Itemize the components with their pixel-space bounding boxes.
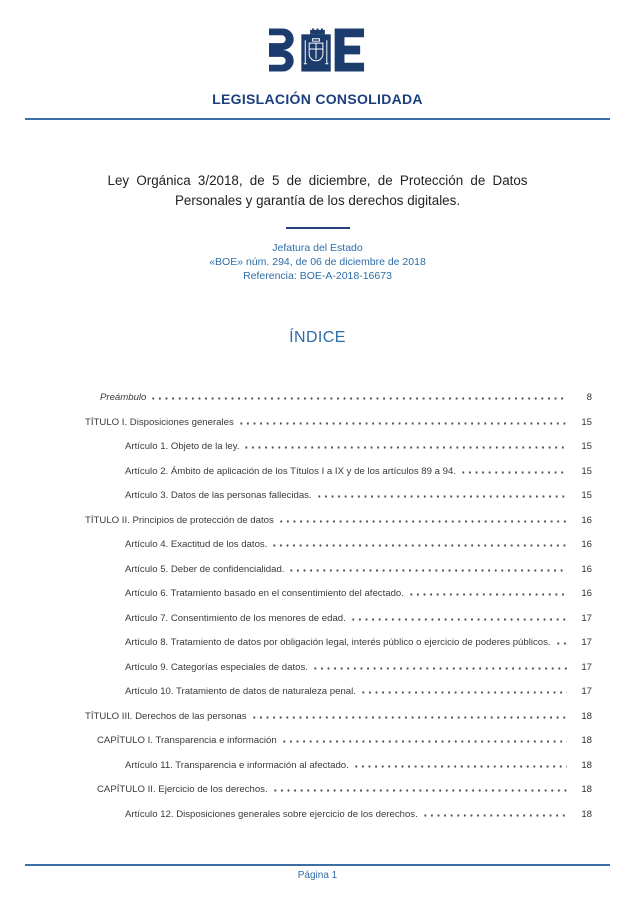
toc-leader-dots: [316, 495, 567, 498]
toc-entry-label: TÍTULO III. Derechos de las personas: [85, 710, 247, 722]
issuing-body: Jefatura del Estado: [272, 242, 363, 254]
toc-entry: [85, 613, 592, 638]
toc-leader-dots: [238, 422, 567, 425]
toc-entry: [85, 539, 592, 564]
toc-entry: [85, 564, 592, 589]
toc-leader-dots: [251, 716, 567, 719]
toc-entry-page: 18: [581, 759, 592, 771]
toc-entry-page: 16: [581, 514, 592, 526]
page-number-label: Página 1: [297, 870, 338, 881]
toc-leader-dots: [272, 789, 567, 792]
toc-entry-page: 17: [581, 612, 592, 624]
toc-leader-dots: [350, 618, 567, 621]
toc-entry-label: Artículo 3. Datos de las personas fallecidas.: [125, 490, 312, 501]
toc-entry-page: 15: [581, 465, 592, 477]
toc-entry-page: 18: [581, 784, 592, 795]
toc-leader-dots: [408, 593, 567, 596]
toc-entry-label: Artículo 6. Tratamiento basado en el consentimiento del afectado.: [125, 588, 404, 599]
toc-entry-label: Artículo 5. Deber de confidencialidad.: [125, 563, 285, 575]
index-heading: ÍNDICE: [289, 329, 346, 346]
toc-entry-label: Artículo 11. Transparencia e información al afectado.: [125, 759, 349, 771]
toc-entry-label: Artículo 8. Tratamiento de datos por obligación legal, interés público o ejercicio de poderes públicos.: [125, 637, 551, 648]
toc-entry: [85, 392, 592, 417]
toc-leader-dots: [281, 740, 567, 743]
toc-entry: [85, 809, 592, 834]
toc-entry-label: Artículo 10. Tratamiento de datos de naturaleza penal.: [125, 686, 356, 697]
toc-leader-dots: [243, 446, 567, 449]
reference-number: Referencia: BOE-A-2018-16673: [243, 270, 392, 282]
toc-entry: [85, 417, 592, 442]
document-title-line-1: Ley Orgánica 3/2018, de 5 de diciembre, de Protección de Datos: [107, 173, 528, 188]
toc-entry: [85, 588, 592, 613]
boe-logo: [269, 26, 367, 74]
toc-entry-label: Artículo 4. Exactitud de los datos.: [125, 539, 268, 550]
document-meta: [0, 241, 635, 283]
toc-leader-dots: [422, 814, 567, 817]
toc-entry: [85, 662, 592, 687]
toc-entry-label: Artículo 7. Consentimiento de los menores de edad.: [125, 612, 346, 624]
toc-entry-page: 15: [581, 490, 592, 501]
toc-entry-label: Artículo 1. Objeto de la ley.: [125, 441, 240, 452]
toc-leader-dots: [271, 544, 567, 547]
toc-leader-dots: [312, 667, 567, 670]
toc-entry-page: 18: [581, 710, 592, 722]
toc-entry: [85, 490, 592, 515]
toc-entry-page: 16: [581, 588, 592, 599]
footer-divider: [25, 864, 610, 866]
toc-entry-page: 15: [581, 441, 592, 452]
toc-entry-page: 8: [586, 392, 592, 403]
page-header: [0, 0, 635, 120]
toc-entry-page: 18: [581, 808, 592, 820]
toc-entry-page: 17: [581, 686, 592, 697]
toc-entry: [85, 735, 592, 760]
toc-leader-dots: [150, 397, 567, 400]
toc-entry-label: Artículo 12. Disposiciones generales sobre ejercicio de los derechos.: [125, 808, 418, 820]
toc-leader-dots: [360, 691, 567, 694]
index-list: [85, 392, 592, 833]
toc-entry-page: 15: [581, 416, 592, 428]
header-subtitle: LEGISLACIÓN CONSOLIDADA: [212, 91, 423, 107]
toc-leader-dots: [278, 520, 567, 523]
toc-entry: [85, 686, 592, 711]
toc-entry: [85, 784, 592, 809]
toc-entry: [85, 515, 592, 540]
toc-entry-label: TÍTULO II. Principios de protección de datos: [85, 514, 274, 526]
toc-leader-dots: [555, 642, 567, 645]
toc-entry-page: 17: [581, 661, 592, 673]
toc-leader-dots: [288, 569, 567, 572]
title-divider: [286, 227, 350, 229]
toc-entry: [85, 760, 592, 785]
toc-entry: [85, 711, 592, 736]
toc-entry: [85, 466, 592, 491]
toc-entry-label: TÍTULO I. Disposiciones generales: [85, 416, 234, 428]
publication-info: «BOE» núm. 294, de 06 de diciembre de 2018: [209, 256, 426, 268]
toc-entry-label: Artículo 9. Categorías especiales de datos.: [125, 661, 308, 673]
toc-entry-page: 16: [581, 539, 592, 550]
document-title: [108, 171, 528, 210]
toc-entry: [85, 637, 592, 662]
toc-entry-page: 18: [581, 735, 592, 746]
toc-entry-label: CAPÍTULO I. Transparencia e información: [97, 735, 277, 746]
toc-leader-dots: [460, 471, 567, 474]
toc-leader-dots: [353, 765, 567, 768]
header-divider: [25, 118, 610, 120]
toc-entry: [85, 441, 592, 466]
toc-entry-label: CAPÍTULO II. Ejercicio de los derechos.: [97, 784, 268, 795]
toc-entry-label: Preámbulo: [100, 392, 147, 403]
toc-entry-page: 17: [581, 637, 592, 648]
toc-entry-label: Artículo 2. Ámbito de aplicación de los Títulos I a IX y de los artículos 89 a 94.: [125, 465, 456, 477]
document-title-line-2: Personales y garantía de los derechos digitales.: [174, 192, 461, 208]
toc-entry-page: 16: [581, 563, 592, 575]
